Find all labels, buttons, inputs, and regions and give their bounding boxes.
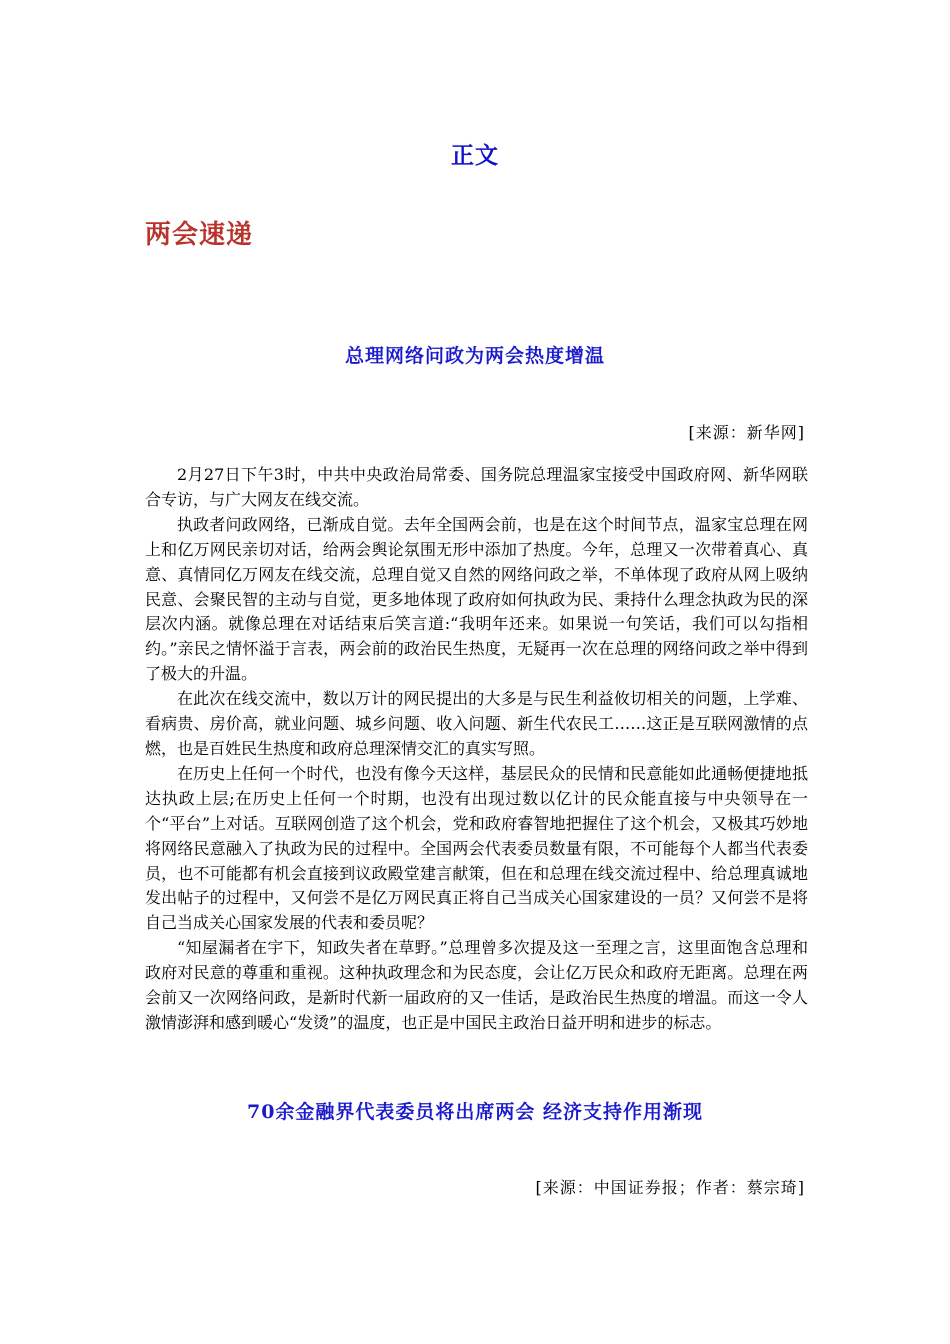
article-paragraph: 执政者问政网络，已渐成自觉。去年全国两会前，也是在这个时间节点，温家宝总理在网上和亿万网民亲切对话，给两会舆论氛围无形中添加了热度。今年，总理又一次带着真心、真意、真情同亿万网友在线交流，总理自觉又自然的网络问政之举，不单体现了政府从网上吸纳民意、会聚民智的主动与自觉，更多地体现了政府如何执政为民、秉持什么理念执政为民的深层次内涵。就像总理在对话结束后笑言道:“我明年还来。如果说一句笑话，我们可以勾指相约。”亲民之情怀溢于言表，两会前的政治民生热度，无疑再一次在总理的网络问政之举中得到了极大的升温。 (145, 514, 808, 684)
article-body (145, 463, 808, 1036)
article-paragraph: 在此次在线交流中，数以万计的网民提出的大多是与民生利益攸切相关的问题，上学难、看病贵、房价高，就业问题、城乡问题、收入问题、新生代农民工……这正是互联网激情的点燃，也是百姓民生热度和政府总理深情交汇的真实写照。 (145, 689, 808, 758)
article-paragraph: 2月27日下午3时，中共中央政治局常委、国务院总理温家宝接受中国政府网、新华网联合专访，与广大网友在线交流。 (145, 465, 808, 509)
article-paragraph: 在历史上任何一个时代，也没有像今天这样，基层民众的民情和民意能如此通畅便捷地抵达执政上层;在历史上任何一个时期，也没有出现过数以亿计的民众能直接与中央领导在一个“平台”上对话。互联网创造了这个机会，党和政府睿智地把握住了这个机会，又极其巧妙地将网络民意融入了执政为民的过程中。全国两会代表委员数量有限，不可能每个人都当代表委员，也不可能都有机会直接到议政殿堂建言献策，但在和总理在线交流过程中、给总理真诚地发出帖子的过程中，又何尝不是亿万网民真正将自己当成关心国家建设的一员？又何尝不是将自己当成关心国家发展的代表和委员呢？ (145, 763, 808, 933)
article-source: [来源：中国证券报；作者：蔡宗琦] (535, 1178, 805, 1197)
article-title: 70余金融界代表委员将出席两会 经济支持作用渐现 (246, 1101, 704, 1123)
document-title: 正文 (451, 142, 499, 169)
section-heading: 两会速递 (145, 220, 254, 250)
article-source: [来源：新华网] (688, 423, 805, 442)
article-paragraph: “知屋漏者在宇下，知政失者在草野。”总理曾多次提及这一至理之言，这里面饱含总理和政府对民意的尊重和重视。这种执政理念和为民态度，会让亿万民众和政府无距离。总理在两会前又一次网络问政，是新时代新一届政府的又一佳话，是政治民生热度的增温。而这一令人激情澎湃和感到暖心“发烫”的温度，也正是中国民主政治日益开明和进步的标志。 (145, 938, 808, 1032)
article-title: 总理网络问政为两会热度增温 (344, 345, 605, 367)
